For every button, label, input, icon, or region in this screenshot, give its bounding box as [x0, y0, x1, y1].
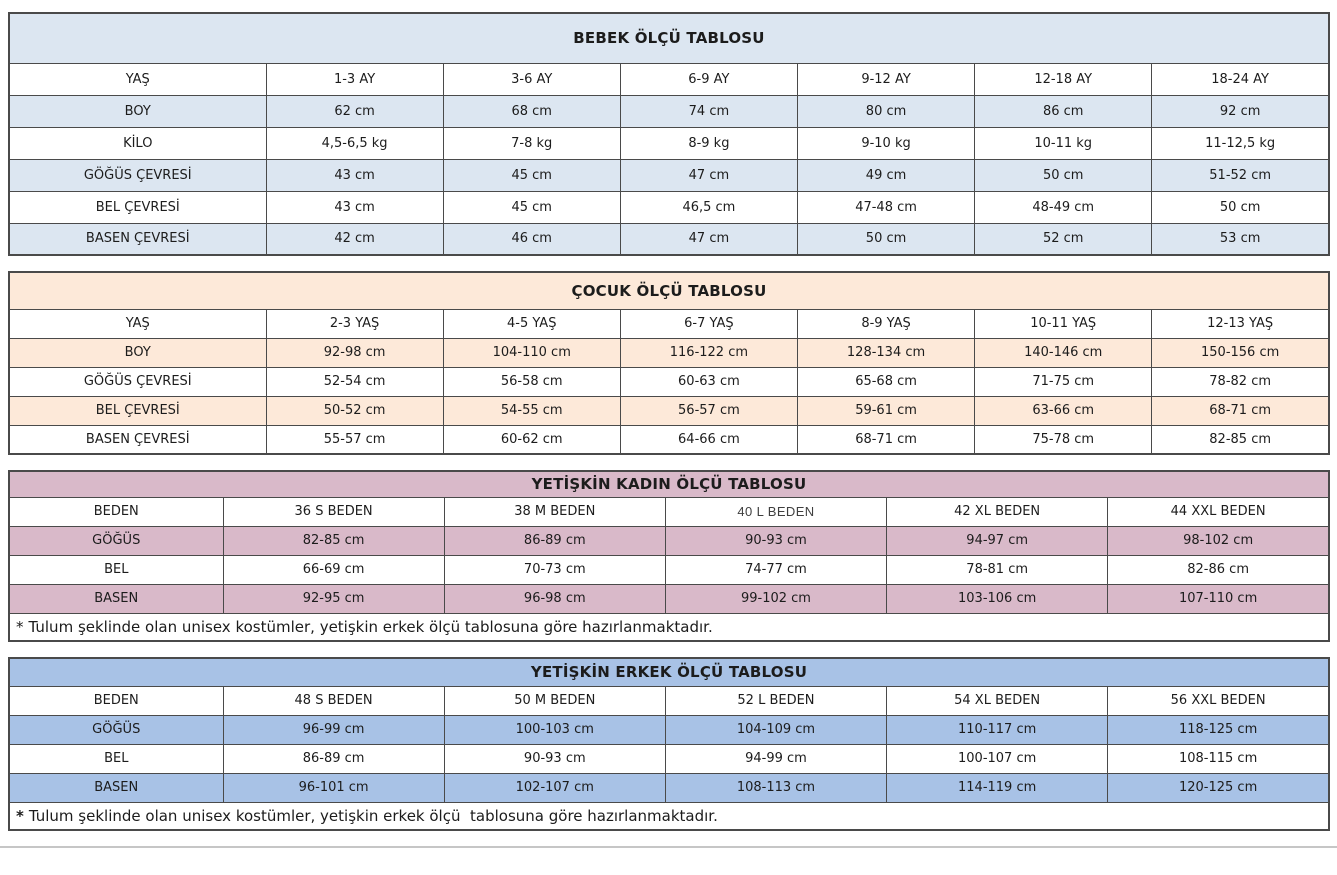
row-label-cell: YAŞ	[9, 309, 266, 338]
table-row	[9, 686, 1329, 715]
value-cell: 114-119 cm	[887, 773, 1108, 802]
table-row	[9, 309, 1329, 338]
row-label-cell: BEDEN	[9, 686, 223, 715]
value-cell: 62 cm	[266, 95, 443, 127]
value-cell: 74-77 cm	[665, 555, 886, 584]
row-label-cell: GÖĞÜS	[9, 526, 223, 555]
value-cell: 65-68 cm	[797, 367, 974, 396]
cocuk-table-title: ÇOCUK ÖLÇÜ TABLOSU	[9, 272, 1329, 309]
value-cell: 94-99 cm	[665, 744, 886, 773]
value-cell: 68-71 cm	[1152, 396, 1329, 425]
value-cell: 92 cm	[1152, 95, 1329, 127]
value-cell: 55-57 cm	[266, 425, 443, 454]
value-cell: 45 cm	[443, 191, 620, 223]
kadin-table-title: YETİŞKİN KADIN ÖLÇÜ TABLOSU	[9, 471, 1329, 497]
baby-size-table	[8, 12, 1330, 256]
value-cell: 11-12,5 kg	[1152, 127, 1329, 159]
value-cell: 71-75 cm	[975, 367, 1152, 396]
value-cell: 54 XL BEDEN	[887, 686, 1108, 715]
value-cell: 116-122 cm	[620, 338, 797, 367]
table-title-row	[9, 471, 1329, 497]
value-cell: 100-107 cm	[887, 744, 1108, 773]
value-cell: 54-55 cm	[443, 396, 620, 425]
value-cell: 96-99 cm	[223, 715, 444, 744]
row-label-cell: GÖĞÜS ÇEVRESİ	[9, 367, 266, 396]
bottom-divider	[0, 846, 1337, 848]
value-cell: 86-89 cm	[444, 526, 665, 555]
value-cell: 50-52 cm	[266, 396, 443, 425]
value-cell: 43 cm	[266, 191, 443, 223]
value-cell: 42 XL BEDEN	[887, 497, 1108, 526]
value-cell: 49 cm	[797, 159, 974, 191]
value-cell: 45 cm	[443, 159, 620, 191]
row-label-cell: BOY	[9, 95, 266, 127]
value-cell: 46,5 cm	[620, 191, 797, 223]
value-cell: 47-48 cm	[797, 191, 974, 223]
value-cell: 52-54 cm	[266, 367, 443, 396]
row-label-cell: BEL ÇEVRESİ	[9, 396, 266, 425]
value-cell: 52 cm	[975, 223, 1152, 255]
value-cell: 48 S BEDEN	[223, 686, 444, 715]
value-cell: 43 cm	[266, 159, 443, 191]
table-row	[9, 396, 1329, 425]
value-cell: 52 L BEDEN	[665, 686, 886, 715]
value-cell: 90-93 cm	[444, 744, 665, 773]
table-title-row	[9, 13, 1329, 63]
value-cell: 98-102 cm	[1108, 526, 1329, 555]
table-row	[9, 425, 1329, 454]
value-cell: 47 cm	[620, 223, 797, 255]
table-row	[9, 584, 1329, 613]
footnote-row	[9, 613, 1329, 641]
bebek-table-title: BEBEK ÖLÇÜ TABLOSU	[9, 13, 1329, 63]
value-cell: 78-81 cm	[887, 555, 1108, 584]
footnote-cell	[9, 613, 1329, 641]
value-cell: 92-98 cm	[266, 338, 443, 367]
value-cell: 48-49 cm	[975, 191, 1152, 223]
footnote-row	[9, 802, 1329, 830]
value-cell: 6-9 AY	[620, 63, 797, 95]
value-cell: 50 cm	[1152, 191, 1329, 223]
value-cell: 9-10 kg	[797, 127, 974, 159]
table-row	[9, 63, 1329, 95]
value-cell: 3-6 AY	[443, 63, 620, 95]
value-cell: 82-85 cm	[223, 526, 444, 555]
value-cell: 46 cm	[443, 223, 620, 255]
value-cell: 42 cm	[266, 223, 443, 255]
value-cell: 140-146 cm	[975, 338, 1152, 367]
row-label-cell: GÖĞÜS	[9, 715, 223, 744]
row-label-cell: BEL	[9, 744, 223, 773]
value-cell: 63-66 cm	[975, 396, 1152, 425]
value-cell: 6-7 YAŞ	[620, 309, 797, 338]
value-cell: 92-95 cm	[223, 584, 444, 613]
value-cell: 90-93 cm	[665, 526, 886, 555]
value-cell: 102-107 cm	[444, 773, 665, 802]
value-cell: 8-9 YAŞ	[797, 309, 974, 338]
footnote-text: Tulum şeklinde olan unisex kostümler, yetişkin erkek ölçü tablosuna göre hazırlanmaktadır.	[28, 617, 713, 636]
value-cell: 104-110 cm	[443, 338, 620, 367]
value-cell: 53 cm	[1152, 223, 1329, 255]
table-row	[9, 526, 1329, 555]
value-cell: 9-12 AY	[797, 63, 974, 95]
value-cell: 10-11 kg	[975, 127, 1152, 159]
value-cell: 68-71 cm	[797, 425, 974, 454]
value-cell: 150-156 cm	[1152, 338, 1329, 367]
child-size-table	[8, 271, 1330, 455]
row-label-cell: BASEN	[9, 773, 223, 802]
value-cell: 18-24 AY	[1152, 63, 1329, 95]
row-label-cell: BEL ÇEVRESİ	[9, 191, 266, 223]
value-cell: 86-89 cm	[223, 744, 444, 773]
value-cell: 99-102 cm	[665, 584, 886, 613]
value-cell: 4,5-6,5 kg	[266, 127, 443, 159]
value-cell: 50 M BEDEN	[444, 686, 665, 715]
table-row	[9, 744, 1329, 773]
row-label-cell: KİLO	[9, 127, 266, 159]
value-cell: 66-69 cm	[223, 555, 444, 584]
table-row	[9, 223, 1329, 255]
value-cell: 12-13 YAŞ	[1152, 309, 1329, 338]
value-cell: 56-57 cm	[620, 396, 797, 425]
value-cell: 120-125 cm	[1108, 773, 1329, 802]
value-cell: 64-66 cm	[620, 425, 797, 454]
adult-men-size-table	[8, 657, 1330, 831]
value-cell: 50 cm	[797, 223, 974, 255]
value-cell: 94-97 cm	[887, 526, 1108, 555]
value-cell: 7-8 kg	[443, 127, 620, 159]
value-cell: 44 XXL BEDEN	[1108, 497, 1329, 526]
row-label-cell: BEL	[9, 555, 223, 584]
value-cell: 74 cm	[620, 95, 797, 127]
value-cell: 51-52 cm	[1152, 159, 1329, 191]
value-cell: 86 cm	[975, 95, 1152, 127]
value-cell: 38 M BEDEN	[444, 497, 665, 526]
table-row	[9, 159, 1329, 191]
value-cell: 75-78 cm	[975, 425, 1152, 454]
row-label-cell: BASEN ÇEVRESİ	[9, 425, 266, 454]
value-cell: 78-82 cm	[1152, 367, 1329, 396]
value-cell: 107-110 cm	[1108, 584, 1329, 613]
value-cell: 56 XXL BEDEN	[1108, 686, 1329, 715]
value-cell: 108-115 cm	[1108, 744, 1329, 773]
value-cell: 60-63 cm	[620, 367, 797, 396]
value-cell: 96-101 cm	[223, 773, 444, 802]
table-row	[9, 497, 1329, 526]
value-cell: 50 cm	[975, 159, 1152, 191]
value-cell: 110-117 cm	[887, 715, 1108, 744]
value-cell: 80 cm	[797, 95, 974, 127]
value-cell: 59-61 cm	[797, 396, 974, 425]
table-row	[9, 191, 1329, 223]
value-cell: 4-5 YAŞ	[443, 309, 620, 338]
value-cell: 60-62 cm	[443, 425, 620, 454]
value-cell: 70-73 cm	[444, 555, 665, 584]
value-cell: 10-11 YAŞ	[975, 309, 1152, 338]
row-label-cell: GÖĞÜS ÇEVRESİ	[9, 159, 266, 191]
value-cell: 82-86 cm	[1108, 555, 1329, 584]
value-cell: 68 cm	[443, 95, 620, 127]
table-row	[9, 773, 1329, 802]
table-row	[9, 127, 1329, 159]
value-cell: 100-103 cm	[444, 715, 665, 744]
value-cell: 108-113 cm	[665, 773, 886, 802]
value-cell: 82-85 cm	[1152, 425, 1329, 454]
footnote-text: Tulum şeklinde olan unisex kostümler, yetişkin erkek ölçü tablosuna göre hazırlanmaktadır.	[28, 806, 718, 825]
value-cell: 103-106 cm	[887, 584, 1108, 613]
table-row	[9, 95, 1329, 127]
value-cell: 1-3 AY	[266, 63, 443, 95]
footnote-cell	[9, 802, 1329, 830]
value-cell: 40 L BEDEN	[665, 497, 886, 526]
table-row	[9, 338, 1329, 367]
value-cell: 96-98 cm	[444, 584, 665, 613]
value-cell: 47 cm	[620, 159, 797, 191]
value-cell: 104-109 cm	[665, 715, 886, 744]
value-cell: 2-3 YAŞ	[266, 309, 443, 338]
value-cell: 128-134 cm	[797, 338, 974, 367]
footnote-asterisk: *	[16, 617, 24, 636]
table-title-row	[9, 272, 1329, 309]
erkek-table-title: YETİŞKİN ERKEK ÖLÇÜ TABLOSU	[9, 658, 1329, 686]
row-label-cell: BASEN	[9, 584, 223, 613]
value-cell: 56-58 cm	[443, 367, 620, 396]
value-cell: 36 S BEDEN	[223, 497, 444, 526]
tables-container	[0, 12, 1337, 831]
row-label-cell: YAŞ	[9, 63, 266, 95]
adult-women-size-table	[8, 470, 1330, 642]
value-cell: 8-9 kg	[620, 127, 797, 159]
row-label-cell: BASEN ÇEVRESİ	[9, 223, 266, 255]
table-row	[9, 367, 1329, 396]
table-row	[9, 555, 1329, 584]
row-label-cell: BOY	[9, 338, 266, 367]
table-row	[9, 715, 1329, 744]
footnote-asterisk: *	[16, 806, 24, 825]
value-cell: 118-125 cm	[1108, 715, 1329, 744]
value-cell: 12-18 AY	[975, 63, 1152, 95]
row-label-cell: BEDEN	[9, 497, 223, 526]
table-title-row	[9, 658, 1329, 686]
